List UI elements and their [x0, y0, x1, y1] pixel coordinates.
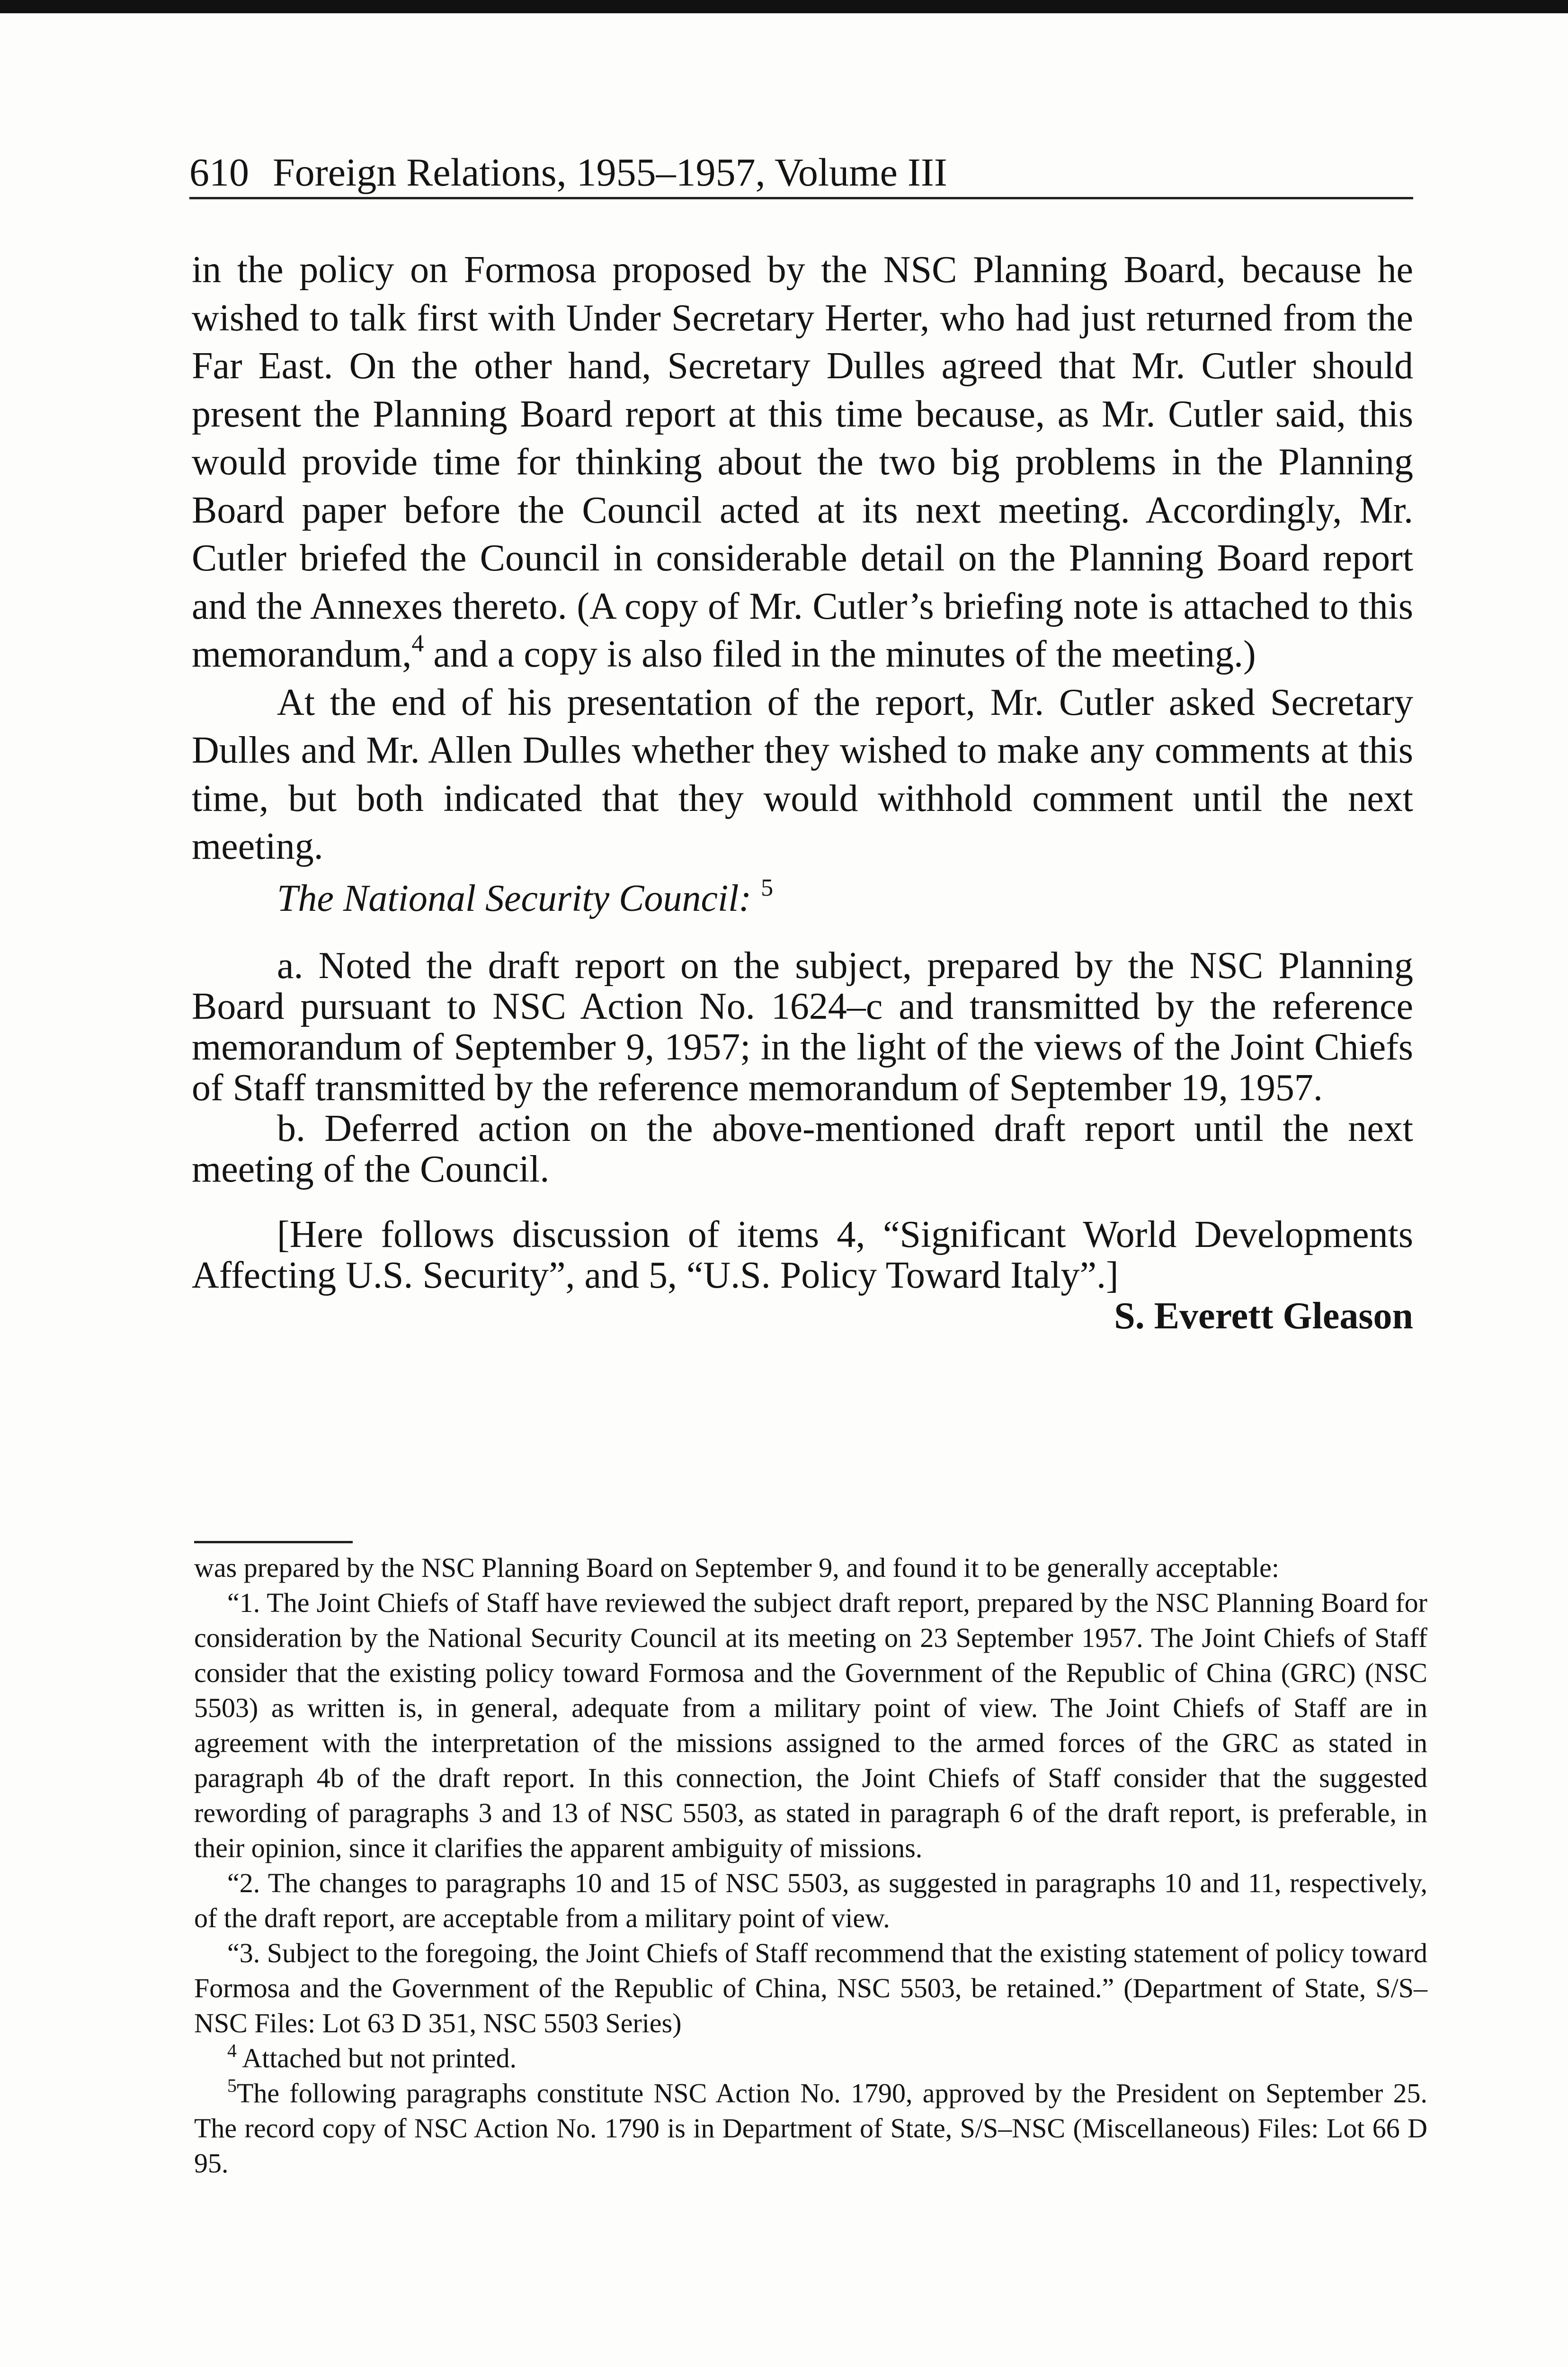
footnote-ref-5[interactable]: 5 — [761, 874, 774, 901]
paragraph-presentation: At the end of his presentation of the report, Mr. Cutler asked Secretary Dulles and Mr. Allen Dulles whether they wished to make any comments at this time, but both indicated that they would withhold comment until the next meeting. — [192, 681, 1413, 867]
scan-top-border — [0, 0, 1568, 13]
footnote-4-mark: 4 — [227, 2040, 237, 2061]
paragraph-continuation: in the policy on Formosa proposed by the NSC Planning Board, because he wished to talk first with Under Secretary Herter, who had just returned from the Far East. On the other hand, Secretary Dulles agreed that Mr. Cutler should present the Planning Board report at this time because, as Mr. Cutler said, this would provide time for thinking about the two big problems in the Planning Board paper before the Council acted at its next meeting. Accordingly, Mr. Cutler briefed the Council in considerable detail on the Planning Board report and the Annexes thereto. (A copy of Mr. Cutler’s briefing note is attached to this memorandum,$^4$ and a copy is also filed in the minutes of the meeting.) — [192, 249, 1413, 675]
footnote-ref-4[interactable]: 4 — [411, 630, 424, 657]
signature: S. Everett Gleason — [1114, 1295, 1413, 1337]
footnote-rule — [194, 1541, 353, 1543]
footnote-quote-1: “1. The Joint Chiefs of Staff have reviewed the subject draft report, prepared by the NSC Planning Board for consideration by the National Security Council at its meeting on 23 September 1957. The Joint Chiefs of Staff consider that the existing policy toward Formosa and the Government of the Republic of China (GRC) (NSC 5503) as written is, in general, adequate from a military point of view. The Joint Chiefs of Staff are in agreement with the interpretation of the missions assigned to the armed forces of the GRC as stated in paragraph 4b of the draft report. In this connection, the Joint Chiefs of Staff consider that the suggested rewording of paragraphs 3 and 13 of NSC 5503, as stated in paragraph 6 of the draft report, is preferable, in their opinion, since it clarifies the apparent ambiguity of missions. — [194, 1587, 1427, 1863]
footnote-5: $^5$The following paragraphs constitute NSC Action No. 1790, approved by the President on September 25. The record copy of NSC Action No. 1790 is in Department of State, S/S–NSC (Miscellaneous) Files: Lot 66 D 95. — [194, 2075, 1427, 2179]
footnotes — [194, 1550, 1427, 2181]
footnote-5-mark: 5 — [227, 2075, 237, 2096]
council-heading: The National Security Council: $^5$ — [277, 874, 774, 919]
footnote-4: $^4$ Attached but not printed. — [227, 2040, 517, 2073]
footnote-quote-2: “2. The changes to paragraphs 10 and 15 of NSC 5503, as suggested in paragraphs 10 and 11, respectively, of the draft report, are acceptable from a military point of view. — [194, 1868, 1427, 1933]
footnote-continuation: was prepared by the NSC Planning Board on September 9, and found it to be generally acceptable: — [194, 1552, 1279, 1583]
action-item-a: a. Noted the draft report on the subject, prepared by the NSC Planning Board pursuant to NSC Action No. 1624–c and transmitted by the reference memorandum of September 9, 1957; in the light of the views of the Joint Chiefs of Staff transmitted by the reference memorandum of September 19, 1957. — [192, 945, 1413, 1109]
main-text — [192, 246, 1413, 1336]
page-number: 610 — [189, 151, 249, 195]
running-header — [189, 149, 1416, 196]
action-item-b: b. Deferred action on the above-mentioned draft report until the next meeting of the Council. — [192, 1108, 1413, 1190]
volume-title: Foreign Relations, 1955–1957, Volume III — [273, 151, 947, 195]
header-rule — [189, 197, 1413, 199]
footnote-quote-3: “3. Subject to the foregoing, the Joint Chiefs of Staff recommend that the existing statement of policy toward Formosa and the Government of the Republic of China, NSC 5503, be retained.” (Department of State, S/S–NSC Files: Lot 63 D 351, NSC 5503 Series) — [194, 1938, 1427, 2038]
editorial-note: [Here follows discussion of items 4, “Significant World Developments Affecting U.S. Security”, and 5, “U.S. Policy Toward Italy”.] — [192, 1214, 1413, 1296]
